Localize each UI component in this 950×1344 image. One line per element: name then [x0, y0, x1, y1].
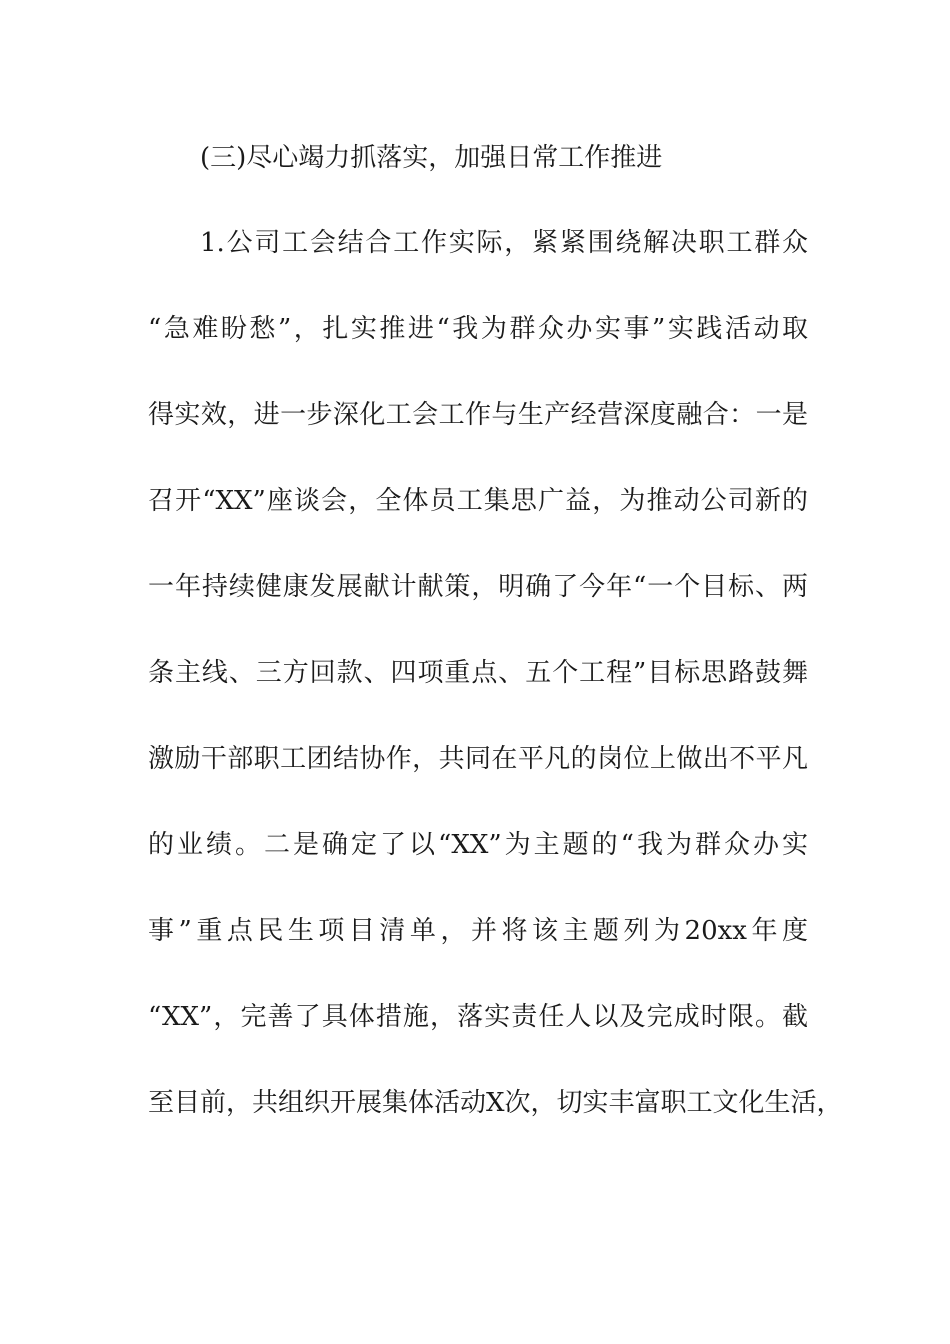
paragraph-line-8: 的业绩。二是确定了以“XX”为主题的“我为群众办实 [148, 830, 808, 860]
paragraph-line-3: 得实效，进一步深化工会工作与生产经营深度融合：一是 [148, 400, 808, 430]
paragraph-line-1: 1.公司工会结合工作实际，紧紧围绕解决职工群众 [200, 228, 808, 258]
section-heading: (三)尽心竭力抓落实，加强日常工作推进 [200, 143, 663, 173]
paragraph-line-10: “XX”，完善了具体措施，落实责任人以及完成时限。截 [148, 1002, 808, 1032]
paragraph-line-4: 召开“XX”座谈会，全体员工集思广益，为推动公司新的 [148, 486, 808, 516]
paragraph-line-11: 至目前，共组织开展集体活动X次，切实丰富职工文化生活， [148, 1088, 843, 1118]
paragraph-line-6: 条主线、三方回款、四项重点、五个工程”目标思路鼓舞 [148, 658, 808, 688]
paragraph-line-7: 激励干部职工团结协作，共同在平凡的岗位上做出不平凡 [148, 744, 808, 774]
paragraph-line-5: 一年持续健康发展献计献策，明确了今年“一个目标、两 [148, 572, 808, 602]
paragraph-line-9: 事”重点民生项目清单，并将该主题列为20xx年度 [148, 916, 808, 946]
paragraph-line-2: “急难盼愁”，扎实推进“我为群众办实事”实践活动取 [148, 314, 808, 344]
